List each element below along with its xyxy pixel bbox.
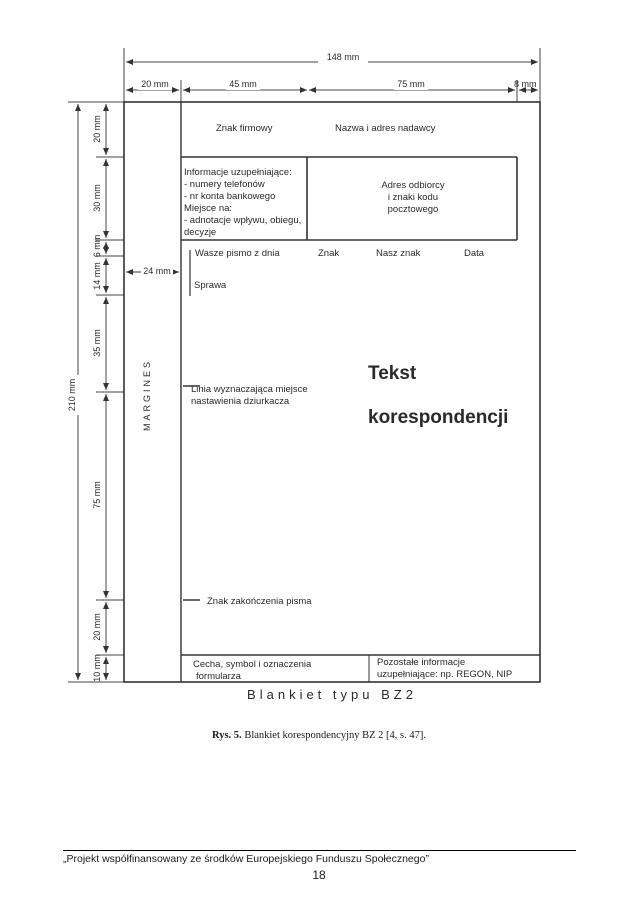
punch-line-label-0: Linia wyznaczająca miejsce (191, 384, 308, 395)
footer-divider (63, 850, 576, 851)
dim-8: 8 mm (514, 79, 537, 89)
dim-24: 24 mm (143, 266, 171, 276)
info-line-1: - numery telefonów (184, 179, 265, 190)
end-mark-label: Znak zakończenia pisma (207, 596, 312, 607)
dim-35: 35 mm (92, 329, 102, 357)
figure-number: Rys. 5. (212, 730, 242, 741)
your-letter-label: Wasze pismo z dnia (195, 248, 280, 259)
date-label: Data (464, 248, 485, 259)
page-number: 18 (312, 868, 326, 882)
form-type-label: Blankiet typu BZ2 (247, 687, 417, 702)
dim-14: 14 mm (92, 262, 102, 290)
body-text-title: Tekst (368, 363, 417, 384)
margin-label: MARGINES (142, 358, 152, 432)
info-line-5: decyzje (184, 227, 217, 238)
dim-6: 6 mm (92, 234, 102, 258)
punch-line-label-1: nastawienia dziurkacza (191, 396, 290, 407)
form-code-line-1: formularza (196, 671, 241, 682)
info-line-2: - nr konta bankowego (184, 191, 276, 202)
dim-45: 45 mm (229, 79, 257, 89)
dim-20-bottom: 20 mm (92, 613, 102, 641)
footer-note: „Projekt współfinansowany ze środków Europejskiego Funduszu Społecznego” (63, 853, 429, 865)
dim-30: 30 mm (92, 184, 102, 212)
dim-20-left: 20 mm (141, 79, 169, 89)
info-line-3: Miejsce na: (184, 203, 233, 214)
info-line-4: - adnotacje wpływu, obiegu, (184, 215, 302, 226)
recipient-line-2: pocztowego (387, 204, 439, 215)
other-info-line-1: uzupełniające: np. REGON, NIP (377, 669, 513, 680)
body-text-subtitle: korespondencji (368, 407, 509, 428)
recipient-line-0: Adres odbiorcy (381, 180, 445, 191)
recipient-line-1: i znaki kodu (387, 192, 439, 203)
sender-address-label: Nazwa i adres nadawcy (335, 123, 436, 134)
dim-210: 210 mm (67, 378, 77, 412)
dim-75-right: 75 mm (397, 79, 425, 89)
info-line-0: Informacje uzupełniające: (184, 167, 292, 178)
sign-label: Znak (318, 248, 340, 259)
figure-caption-text: Blankiet korespondencyjny BZ 2 [4, s. 47]. (241, 730, 426, 741)
form-code-line-0: Cecha, symbol i oznaczenia (193, 659, 312, 670)
dim-75-v: 75 mm (92, 481, 102, 509)
subject-label: Sprawa (194, 280, 227, 291)
figure-caption (0, 730, 638, 741)
other-info-line-0: Pozostałe informacje (377, 657, 466, 668)
our-sign-label: Nasz znak (376, 248, 421, 259)
dim-20-top: 20 mm (92, 115, 102, 143)
dim-10: 10 mm (92, 654, 102, 682)
dim-148: 148 mm (326, 52, 360, 62)
company-mark-label: Znak firmowy (216, 123, 273, 134)
